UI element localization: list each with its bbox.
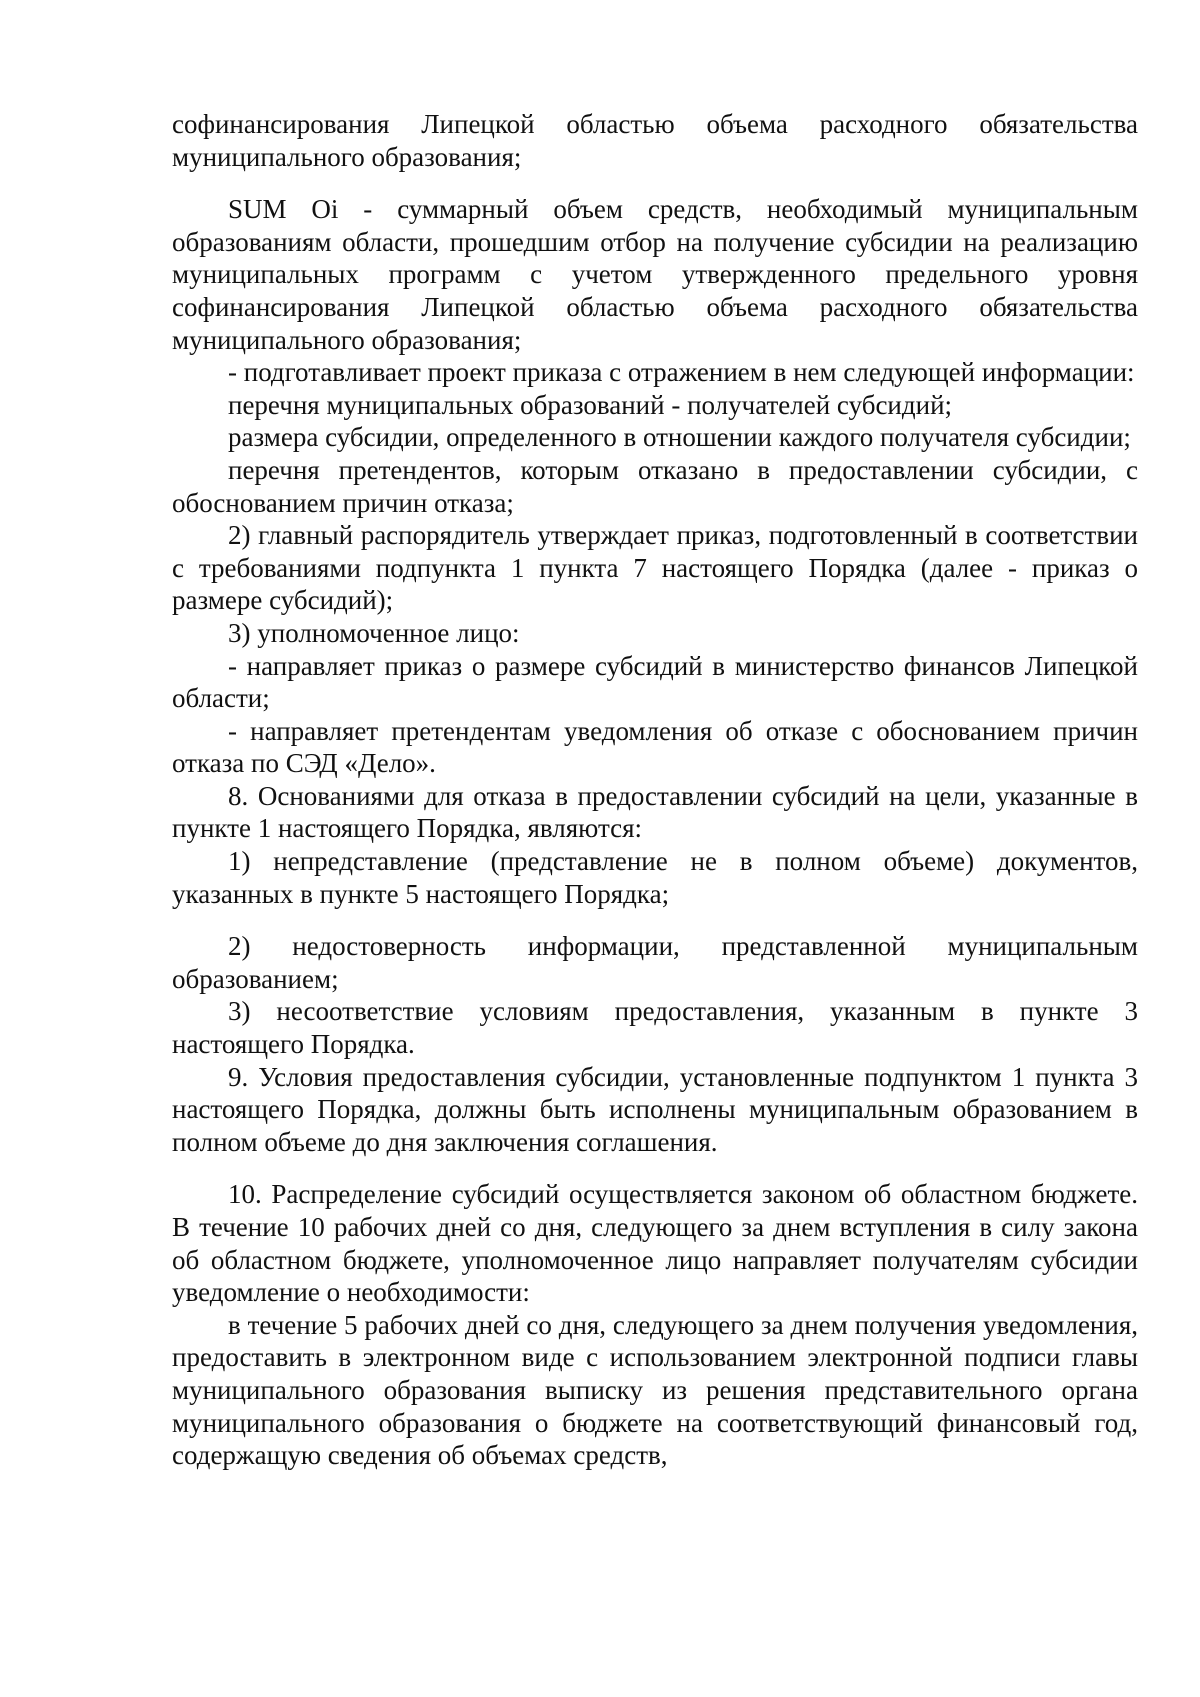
paragraph-within-5-days: в течение 5 рабочих дней со дня, следующего за днем получения уведомления, предоставить в электронном виде с использованием электронной подписи главы муниципального образования выписку из решения представительного органа муниципального образования о бюджете на соответствующий финансовый год, содержащую сведения об объемах средств, bbox=[172, 1309, 1138, 1471]
paragraph-item-2-approval: 2) главный распорядитель утверждает приказ, подготовленный в соответствии с требованиями подпункта 1 пункта 7 настоящего Порядка (далее - приказ о размере субсидий); bbox=[172, 520, 1138, 616]
paragraph-prepares-order: - подготавливает проект приказа с отражением в нем следующей информации: bbox=[228, 357, 1135, 388]
document-page bbox=[172, 108, 1138, 1472]
paragraph-sends-refusal-notices: - направляет претендентам уведомления об отказе с обоснованием причин отказа по СЭД «Дело». bbox=[172, 715, 1138, 779]
paragraph-section-8-grounds: 8. Основаниями для отказа в предоставлении субсидий на цели, указанные в пункте 1 настоящего Порядка, являются: bbox=[172, 780, 1138, 844]
paragraph-cofinancing-continuation: софинансирования Липецкой областью объема расходного обязательства муниципального образования; bbox=[172, 109, 1138, 172]
paragraph-item-3-authorized-person: 3) уполномоченное лицо: bbox=[228, 617, 520, 648]
paragraph-section-9-conditions: 9. Условия предоставления субсидии, установленные подпунктом 1 пункта 3 настоящего Порядка, должны быть исполнены муниципальным образованием в полном объеме до дня заключения соглашения. bbox=[172, 1061, 1138, 1157]
paragraph-section-10-distribution: 10. Распределение субсидий осуществляется законом об областном бюджете. В течение 10 рабочих дней со дня, следующего за днем вступления в силу закона об областном бюджете, уполномоченное лицо направляет получателям субсидии уведомление о необходимости: bbox=[172, 1179, 1138, 1308]
paragraph-ground-3: 3) несоответствие условиям предоставления, указанным в пункте 3 настоящего Порядка. bbox=[172, 996, 1138, 1060]
paragraph-subsidy-amount: размера субсидии, определенного в отношении каждого получателя субсидии; bbox=[228, 422, 1131, 453]
paragraph-list-of-refused: перечня претендентов, которым отказано в предоставлении субсидии, с обоснованием причин отказа; bbox=[172, 454, 1138, 518]
paragraph-list-of-recipients: перечня муниципальных образований - получателей субсидий; bbox=[228, 389, 953, 420]
paragraph-ground-1: 1) непредставление (представление не в полном объеме) документов, указанных в пункте 5 настоящего Порядка; bbox=[172, 846, 1138, 909]
paragraph-ground-2: 2) недостоверность информации, представленной муниципальным образованием; bbox=[172, 931, 1138, 994]
paragraph-sum-oi-definition: SUM Oi - суммарный объем средств, необходимый муниципальным образованиям области, прошедшим отбор на получение субсидии на реализацию муниципальных программ с учетом утвержденного предельного уровня софинансирования Липецкой областью объема расходного обязательства муниципального образования; bbox=[172, 194, 1138, 355]
paragraph-sends-order-ministry: - направляет приказ о размере субсидий в министерство финансов Липецкой области; bbox=[172, 650, 1138, 714]
